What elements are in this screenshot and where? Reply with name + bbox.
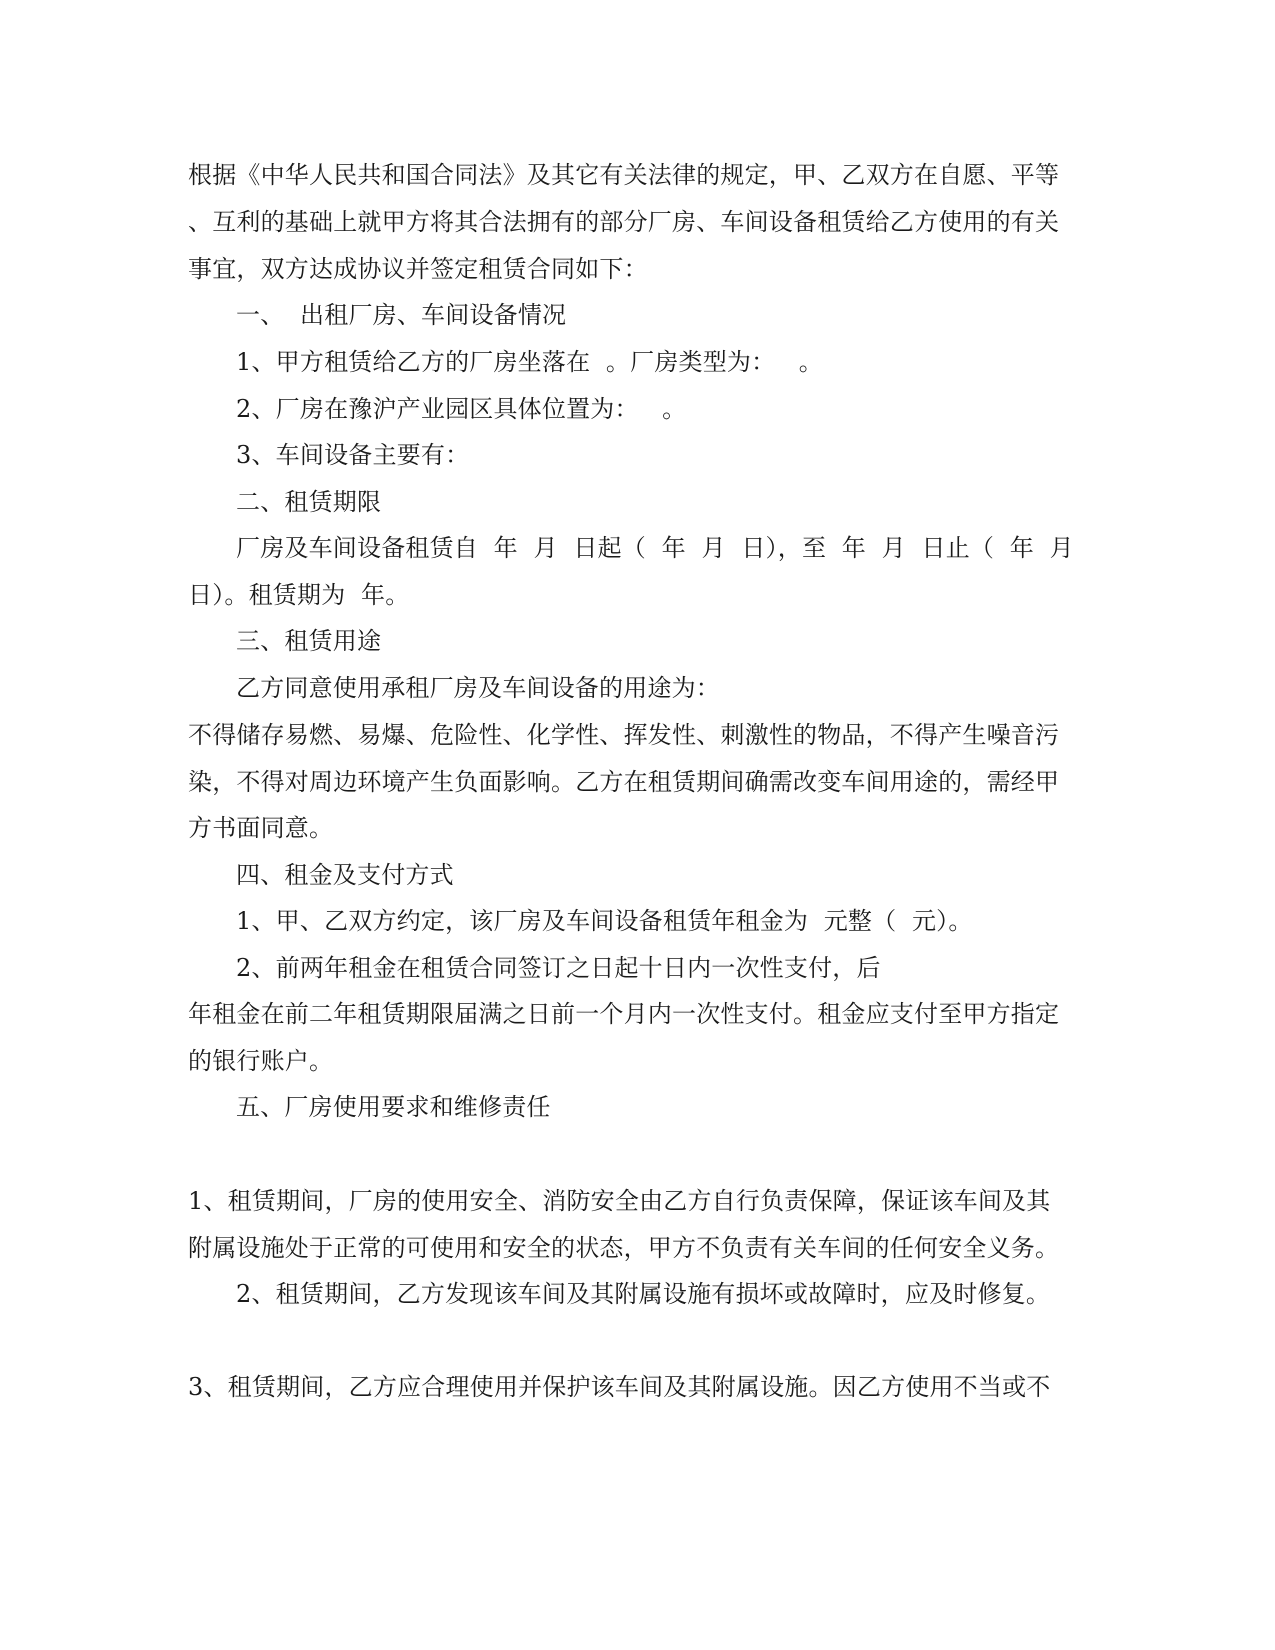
paragraph-line: 年租金在前二年租赁期限届满之日前一个月内一次性支付。租金应支付至甲方指定 xyxy=(188,1000,1060,1028)
paragraph-line: 附属设施处于正常的可使用和安全的状态，甲方不负责有关车间的任何安全义务。 xyxy=(188,1234,1060,1262)
clause-line: 2、前两年租金在租赁合同签订之日起十日内一次性支付，后 xyxy=(236,954,881,982)
paragraph-line: 根据《中华人民共和国合同法》及其它有关法律的规定，甲、乙双方在自愿、平等 xyxy=(188,161,1060,189)
section-heading: 三、租赁用途 xyxy=(236,627,382,655)
clause-line: 厂房及车间设备租赁自 年 月 日起（ 年 月 日），至 年 月 日止（ 年 月 xyxy=(236,534,1074,562)
paragraph-line: 日）。租赁期为 年。 xyxy=(188,581,410,609)
section-heading: 二、租赁期限 xyxy=(236,488,382,516)
section-heading: 四、租金及支付方式 xyxy=(236,861,454,889)
paragraph-line: 事宜，双方达成协议并签定租赁合同如下： xyxy=(188,255,648,283)
section-heading: 五、厂房使用要求和维修责任 xyxy=(236,1093,551,1121)
clause-line: 2、租赁期间，乙方发现该车间及其附属设施有损坏或故障时，应及时修复。 xyxy=(236,1280,1051,1308)
paragraph-line: 染，不得对周边环境产生负面影响。乙方在租赁期间确需改变车间用途的，需经甲 xyxy=(188,768,1060,796)
paragraph-line: 方书面同意。 xyxy=(188,814,334,842)
paragraph-line: 、互利的基础上就甲方将其合法拥有的部分厂房、车间设备租赁给乙方使用的有关 xyxy=(188,208,1060,236)
paragraph-line: 1、租赁期间，厂房的使用安全、消防安全由乙方自行负责保障，保证该车间及其 xyxy=(188,1187,1051,1215)
clause-line: 乙方同意使用承租厂房及车间设备的用途为： xyxy=(236,674,720,702)
clause-line: 1、甲、乙双方约定，该厂房及车间设备租赁年租金为 元整（ 元）。 xyxy=(236,907,973,935)
clause-line: 2、厂房在豫沪产业园区具体位置为： 。 xyxy=(236,395,687,423)
paragraph-line: 不得储存易燃、易爆、危险性、化学性、挥发性、刺激性的物品，不得产生噪音污 xyxy=(188,721,1060,749)
paragraph-line: 的银行账户。 xyxy=(188,1047,334,1075)
clause-line: 1、甲方租赁给乙方的厂房坐落在 。厂房类型为： 。 xyxy=(236,348,824,376)
clause-line: 3、车间设备主要有： xyxy=(236,441,470,469)
paragraph-line: 3、租赁期间，乙方应合理使用并保护该车间及其附属设施。因乙方使用不当或不 xyxy=(188,1373,1051,1401)
section-heading: 一、 出租厂房、车间设备情况 xyxy=(236,301,567,329)
